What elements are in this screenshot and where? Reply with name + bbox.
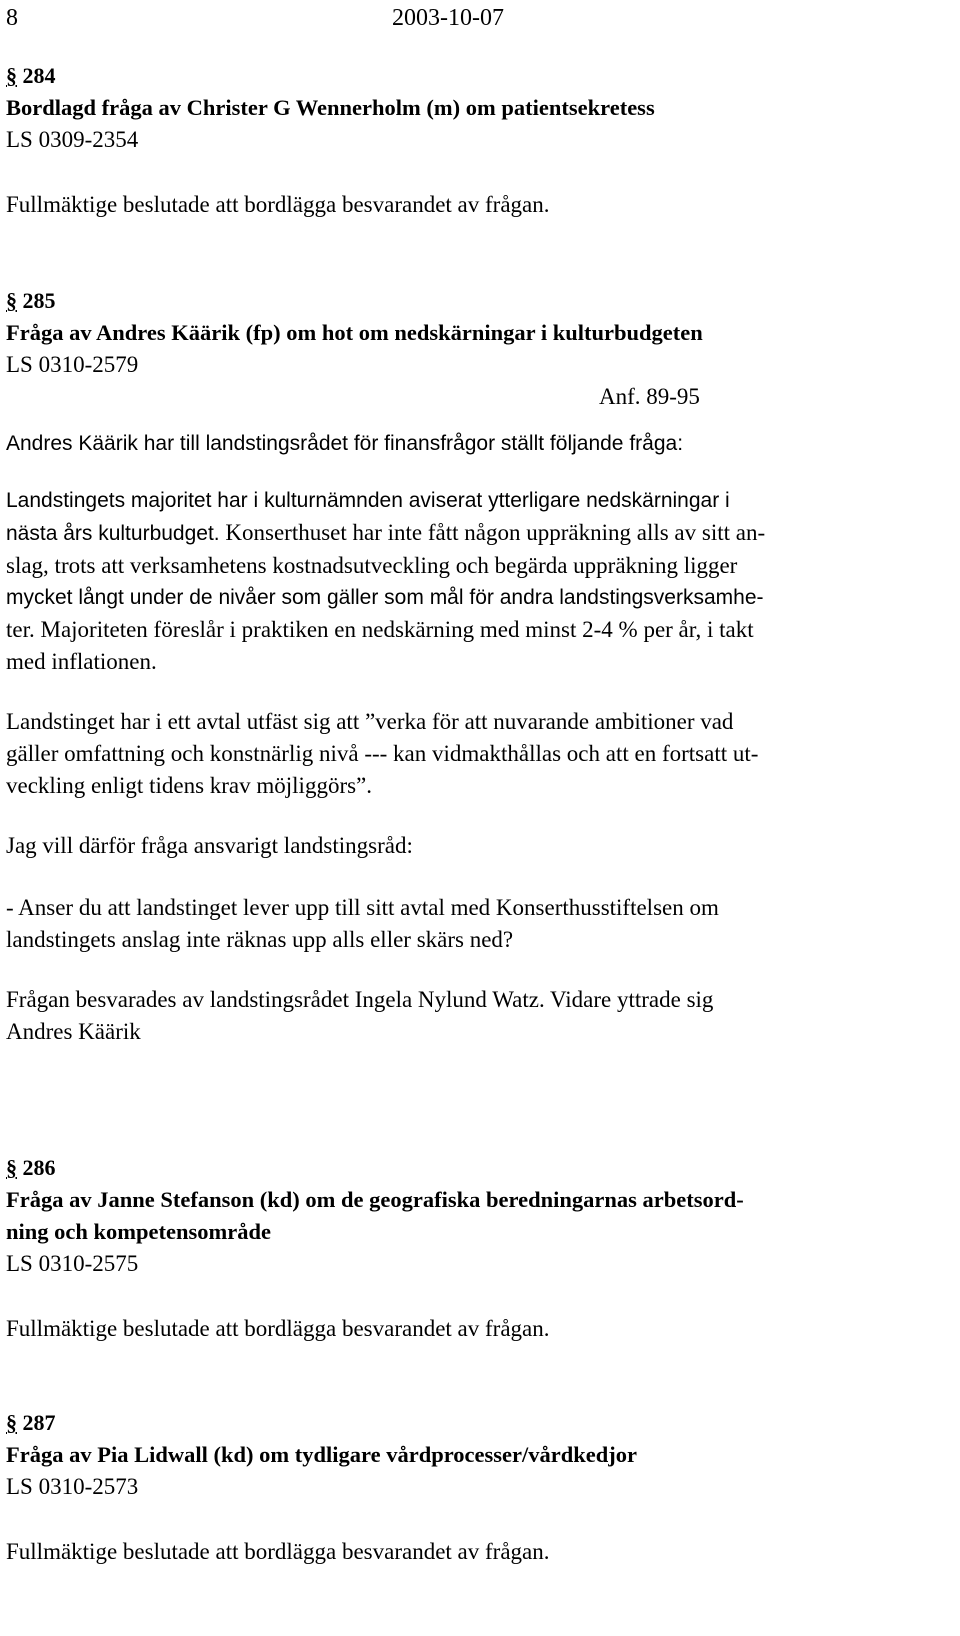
paragraph-line-rest: Konserthuset har inte fått någon uppräkning alls av sitt an- [225, 520, 766, 545]
quote-paragraph [6, 706, 946, 802]
paragraph-line: Frågan besvarades av landstingsrådet Ingela Nylund Watz. Vidare yttrade sig [6, 987, 714, 1012]
spacer [6, 802, 946, 830]
item-reference: LS 0310-2575 [6, 1251, 139, 1276]
section-symbol: § [6, 288, 17, 313]
paragraph-line: mycket långt under de nivåer som gäller som mål för andra landstingsverksamhe- [6, 586, 764, 609]
paragraph-line: veckling enligt tidens krav möjliggörs”. [6, 773, 373, 798]
paragraph-line: - Anser du att landstinget lever upp till sitt avtal med Konserthusstiftelsen om [6, 895, 719, 920]
paragraph-line: Andres Käärik [6, 1019, 141, 1044]
question-paragraph [6, 485, 946, 678]
item-number-heading [6, 1152, 946, 1184]
section-symbol: § [6, 63, 17, 88]
paragraph-line: Landstingets majoritet har i kulturnämnden aviserat ytterligare nedskärningar i [6, 489, 730, 512]
paragraph-line-rest: Majoriteten föreslår i praktiken en nedskärning med minst 2-4 % per år, i takt [40, 617, 754, 642]
item-decision: Fullmäktige beslutade att bordlägga besvarandet av frågan. [6, 192, 550, 217]
agenda-item-284 [6, 60, 946, 221]
spacer [6, 413, 946, 428]
page-number: 8 [6, 5, 18, 31]
item-number-heading [6, 1407, 946, 1439]
spacer [6, 1503, 946, 1536]
spacer [6, 678, 946, 706]
page-date: 2003-10-07 [392, 5, 504, 31]
paragraph-line-start: ter. [6, 617, 35, 642]
paragraph-line: gäller omfattning och konstnärlig nivå --- kan vidmakthållas och att en fortsatt ut- [6, 741, 759, 766]
spacer [6, 956, 946, 984]
paragraph-line: Landstinget har i ett avtal utfäst sig att ”verka för att nuvarande ambitioner vad [6, 709, 734, 734]
paragraph-line [6, 614, 946, 646]
agenda-item-287 [6, 1407, 946, 1568]
paragraph-line-start: nästa års kulturbudget. [6, 522, 220, 545]
agenda-item-285 [6, 285, 946, 1048]
item-title: ning och kompetensområde [6, 1219, 272, 1244]
item-decision: Fullmäktige beslutade att bordlägga besvarandet av frågan. [6, 1316, 550, 1341]
item-number: 285 [22, 288, 56, 313]
item-number-heading [6, 60, 946, 92]
section-symbol: § [6, 1410, 17, 1435]
answer-text [6, 984, 946, 1048]
item-title: Fråga av Janne Stefanson (kd) om de geografiska beredningarnas arbetsord- [6, 1187, 744, 1212]
question-text [6, 892, 946, 956]
item-decision: Fullmäktige beslutade att bordlägga besvarandet av frågan. [6, 1539, 550, 1564]
item-number: 287 [22, 1410, 56, 1435]
spacer [6, 156, 946, 189]
item-number-heading [6, 285, 946, 317]
paragraph-line: med inflationen. [6, 649, 157, 674]
agenda-item-286 [6, 1152, 946, 1345]
spacer [6, 862, 946, 892]
paragraph-line [6, 517, 946, 550]
page-header [6, 2, 946, 34]
section-symbol: § [6, 1155, 17, 1180]
item-anf-reference: Anf. 89-95 [599, 384, 700, 409]
item-number: 284 [22, 63, 56, 88]
spacer [6, 460, 946, 485]
item-reference: LS 0309-2354 [6, 127, 139, 152]
item-title: Bordlagd fråga av Christer G Wennerholm (m) om patientsekretess [6, 95, 655, 120]
spacer [6, 1280, 946, 1313]
item-number: 286 [22, 1155, 56, 1180]
ask-line: Jag vill därför fråga ansvarigt landstingsråd: [6, 833, 413, 858]
question-intro: Andres Käärik har till landstingsrådet för finansfrågor ställt följande fråga: [6, 432, 684, 455]
item-reference: LS 0310-2573 [6, 1474, 139, 1499]
item-reference: LS 0310-2579 [6, 352, 139, 377]
item-title: Fråga av Pia Lidwall (kd) om tydligare vårdprocesser/vårdkedjor [6, 1442, 637, 1467]
item-title: Fråga av Andres Käärik (fp) om hot om nedskärningar i kulturbudgeten [6, 320, 703, 345]
paragraph-line: landstingets anslag inte räknas upp alls eller skärs ned? [6, 927, 514, 952]
paragraph-line: slag, trots att verksamhetens kostnadsutveckling och begärda uppräkning ligger [6, 553, 738, 578]
